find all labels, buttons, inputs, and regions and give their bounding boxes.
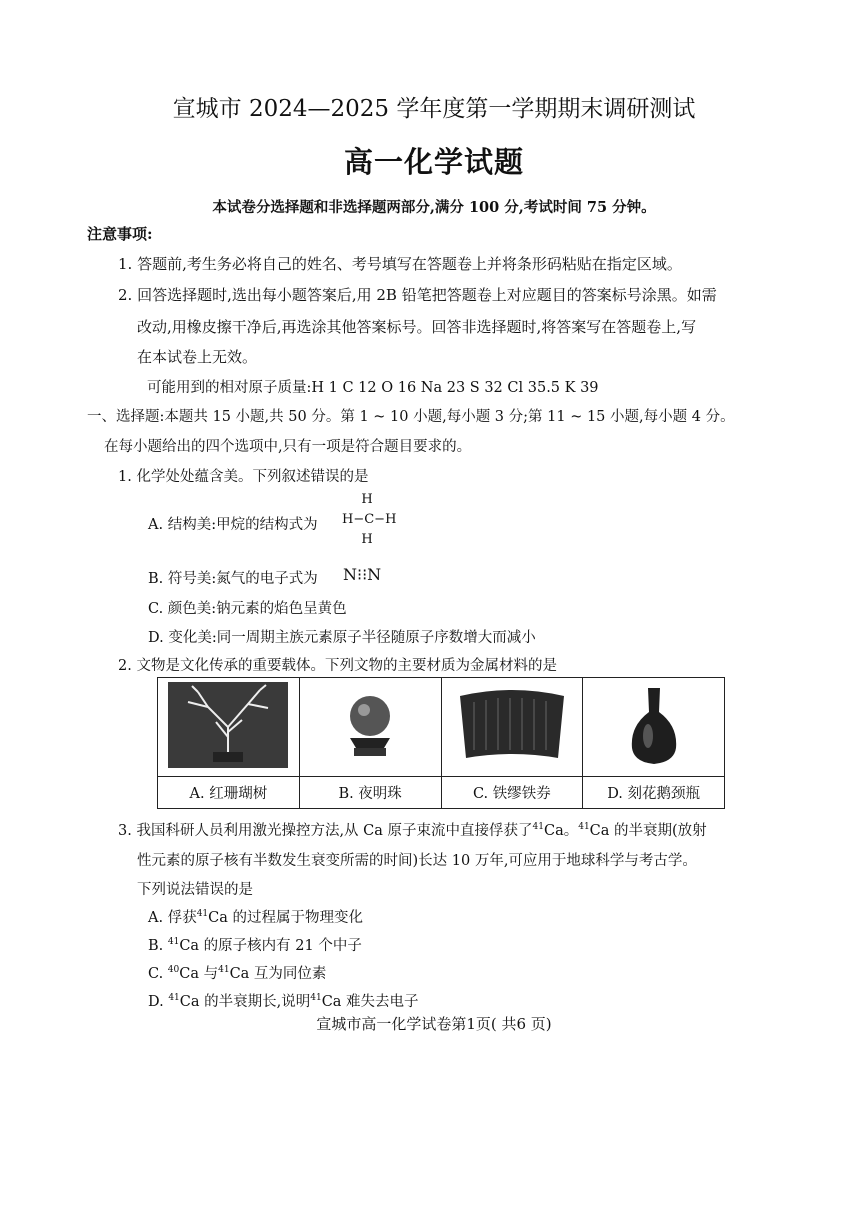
- q3-option-a: [148, 906, 363, 927]
- mass-number-41: 41: [196, 909, 209, 920]
- relic-cell-a: [158, 678, 300, 777]
- red-coral-tree-image: [168, 682, 288, 768]
- q3-option-c-text: Ca 与: [179, 966, 219, 982]
- q3-option-c: [148, 962, 326, 983]
- relics-table: [157, 677, 725, 809]
- note-item-2-line-1: 2. 回答选择题时,选出每小题答案后,用 2B 铅笔把答题卷上对应题目的答案标号涂黑。如需: [118, 286, 717, 304]
- exam-intro: 本试卷分选择题和非选择题两部分,满分 100 分,考试时间 75 分钟。: [212, 199, 656, 216]
- methane-h-top: H: [361, 492, 373, 507]
- mass-number-41: 41: [167, 937, 180, 948]
- q1-option-b: B. 符号美:氮气的电子式为: [148, 571, 318, 587]
- relic-label-c: C. 铁缪铁券: [441, 777, 583, 809]
- relic-cell-c: [441, 678, 583, 777]
- mass-number-41: 41: [168, 993, 180, 1004]
- q3-option-d-text-2: Ca 难失去电子: [321, 994, 419, 1010]
- q1-option-c: C. 颜色美:钠元素的焰色呈黄色: [148, 601, 347, 617]
- section-1-line-2: 在每小题给出的四个选项中,只有一项是符合题目要求的。: [104, 439, 472, 455]
- note-item-1: 1. 答题前,考生务必将自己的姓名、考号填写在答题卷上并将条形码粘贴在指定区域。: [118, 255, 682, 273]
- section-1-line-1: 一、选择题:本题共 15 小题,共 50 分。第 1 ~ 10 小题,每小题 3 分;第 11 ~ 15 小题,每小题 4 分。: [87, 409, 735, 425]
- methane-middle-row: H−C−H: [342, 512, 397, 527]
- q3-option-a-text-2: Ca 的过程属于物理变化: [208, 910, 364, 926]
- q3-option-b-text: Ca 的原子核内有 21 个中子: [179, 938, 362, 954]
- q1-option-d: D. 变化美:同一周期主族元素原子半径随原子序数增大而减小: [148, 630, 536, 646]
- relic-label-b: B. 夜明珠: [299, 777, 441, 809]
- iron-certificate-image: [452, 682, 572, 768]
- atomic-masses: 可能用到的相对原子质量:H 1 C 12 O 16 Na 23 S 32 Cl 35.5 K 39: [147, 380, 599, 396]
- q3-option-d: [148, 990, 419, 1011]
- exam-title: 宣城市 2024—2025 学年度第一学期期末调研测试: [172, 96, 696, 122]
- q3-stem-line-3: 下列说法错误的是: [137, 882, 253, 898]
- subject-title: 高一化学试题: [343, 145, 524, 179]
- relic-label-d: D. 刻花鹅颈瓶: [583, 777, 725, 809]
- mass-number-41: 41: [532, 822, 544, 833]
- q2-stem: 2. 文物是文化传承的重要载体。下列文物的主要材质为金属材料的是: [118, 658, 557, 674]
- q3-stem-text-a: 3. 我国科研人员利用激光操控方法,从 Ca 原子束流中直接俘获了: [118, 823, 533, 839]
- relic-label-a: A. 红珊瑚树: [158, 777, 300, 809]
- mass-number-41: 41: [310, 993, 322, 1004]
- n2-electron-formula: N⁝⁝N: [343, 565, 382, 584]
- q3-option-b: [148, 934, 362, 955]
- mass-number-41: 41: [578, 822, 590, 833]
- page-footer: 宣城市高一化学试卷第1页( 共6 页): [316, 1015, 552, 1033]
- relic-cell-d: [583, 678, 725, 777]
- methane-h-bottom: H: [361, 532, 373, 547]
- q3-option-d-letter: D.: [148, 994, 164, 1010]
- methane-structural-formula: [342, 490, 397, 550]
- mass-number-40: 40: [167, 965, 180, 976]
- luminous-pearl-image: [310, 682, 430, 768]
- q3-option-b-letter: B.: [148, 938, 164, 954]
- q3-option-d-text: Ca 的半衰期长,说明: [179, 994, 311, 1010]
- q3-option-c-text-2: Ca 互为同位素: [229, 966, 327, 982]
- q3-stem-text-c: Ca 的半衰期(放射: [589, 823, 707, 839]
- q3-stem-line-2: 性元素的原子核有半数发生衰变所需的时间)长达 10 万年,可应用于地球科学与考古学。: [137, 853, 697, 869]
- q3-option-c-letter: C.: [148, 966, 164, 982]
- q3-option-a-text: A. 俘获: [148, 910, 197, 926]
- notes-heading: 注意事项:: [87, 225, 153, 243]
- note-item-2-line-3: 在本试卷上无效。: [137, 348, 258, 366]
- carved-gooseneck-vase-image: [594, 682, 714, 768]
- mass-number-41: 41: [218, 965, 230, 976]
- q3-stem-line-1: [118, 819, 707, 840]
- q3-stem-text-b: Ca。: [543, 823, 579, 839]
- q1-stem: 1. 化学处处蕴含美。下列叙述错误的是: [118, 469, 369, 485]
- relic-cell-b: [299, 678, 441, 777]
- note-item-2-line-2: 改动,用橡皮擦干净后,再选涂其他答案标号。回答非选择题时,将答案写在答题卷上,写: [137, 318, 697, 336]
- q1-option-a: A. 结构美:甲烷的结构式为: [148, 517, 318, 533]
